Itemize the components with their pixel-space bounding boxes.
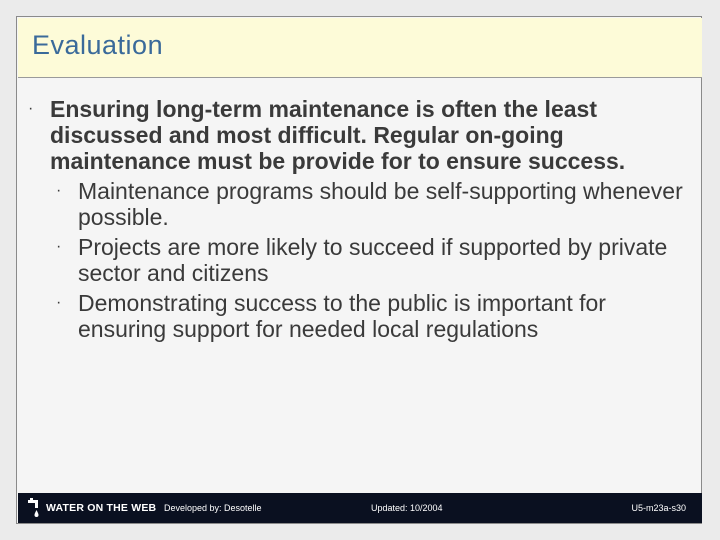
sub-bullet-text: Projects are more likely to succeed if supported by private sector and citizens xyxy=(78,234,668,286)
sub-bullet-text: Maintenance programs should be self-supporting whenever possible. xyxy=(78,178,683,230)
title-bar xyxy=(18,18,702,78)
slide-content xyxy=(28,96,698,342)
updated-text: Updated: 10/2004 xyxy=(371,503,443,513)
sub-bullet xyxy=(28,290,698,342)
slide-title: Evaluation xyxy=(32,30,164,60)
slide-code: U5-m23a-s30 xyxy=(631,503,686,513)
sub-bullet-text: Demonstrating success to the public is important for ensuring support for needed local regulations xyxy=(78,290,606,342)
footer-bar xyxy=(18,493,702,523)
sub-bullet xyxy=(28,178,698,230)
logo-text: WATER ON THE WEB xyxy=(46,502,157,514)
sub-bullet-list xyxy=(28,178,698,342)
water-tap-icon xyxy=(26,498,42,518)
bullet-icon: · xyxy=(56,238,62,255)
bullet-icon: · xyxy=(56,182,62,199)
bullet-icon: · xyxy=(56,294,62,311)
logo xyxy=(26,498,156,518)
bullet-icon: · xyxy=(28,100,34,117)
developed-by-text: Developed by: Desotelle xyxy=(164,503,262,513)
main-bullet xyxy=(28,96,698,174)
main-bullet-text: Ensuring long-term maintenance is often the least discussed and most difficult. Regular on-going maintenance must be provide for to ensure success. xyxy=(50,96,626,174)
sub-bullet xyxy=(28,234,698,286)
